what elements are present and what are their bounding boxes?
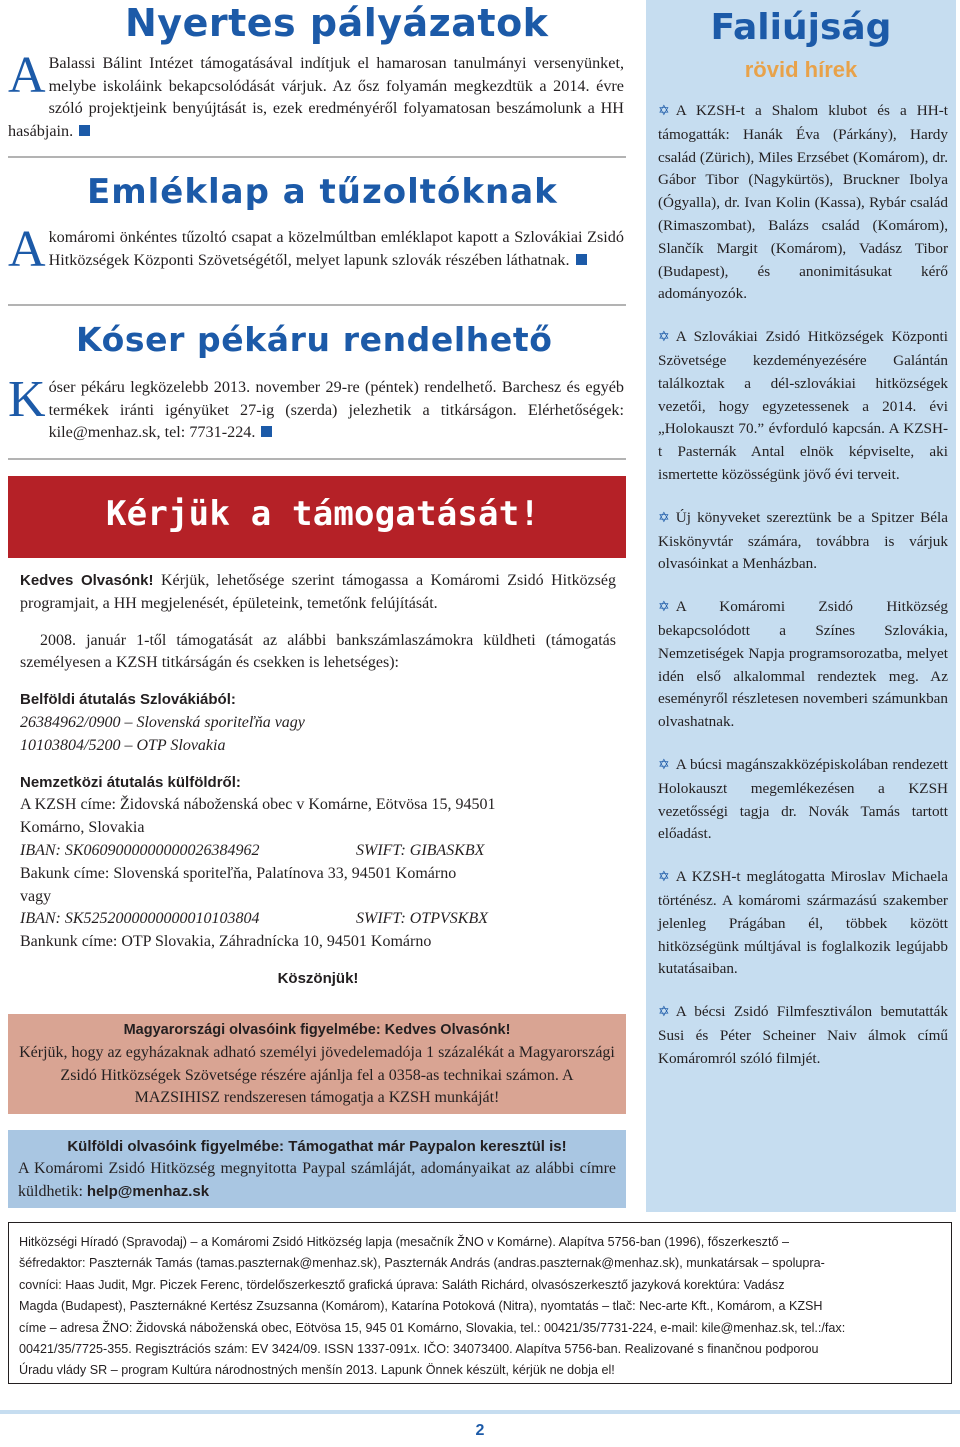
- foreign-box-heading: Külföldi olvasóink figyelmébe: Támogathat már Paypalon keresztül is!: [67, 1138, 567, 1155]
- article-body-winning-grants: [8, 47, 624, 142]
- paypal-email[interactable]: help@menhaz.sk: [86, 1182, 210, 1200]
- news-item: [658, 754, 948, 846]
- colophon-line: šéfredaktor: Paszternák Tamás (tamas.paszternak@menhaz.sk), Paszternák András (andras.paszternak@menhaz.sk), munkatársak – spolupra-: [19, 1256, 825, 1271]
- news-item-text: A Szlovákiai Zsidó Hitközségek Központi Szövetsége kezdeményezésére Galántán találkoztak a dél-szlovákiai hitközségek vezetői, hogy egyzetessenek a 2014. évi „Holokauszt 70.” évforduló kapcsán. A KZSH-t Pasternák Antal elnök képviselte, aki ismertette közösségünk jövő évi terveit.: [658, 328, 948, 483]
- news-item-text: A KZSH-t meglátogatta Miroslav Michaela történész. A komáromi származású szakember jelenleg Prágában él, többek között hitközségünk múltjával is foglalkozik legújabb kutatásaiban.: [658, 868, 948, 978]
- end-mark-icon: [576, 254, 587, 265]
- or-text: vagy: [20, 887, 52, 905]
- colophon-line: covníci: Haas Judit, Mgr. Piczek Ferenc, tördelőszerkesztő grafická úprava: Saláth Richárd, olvasószerkesztő jazyková korektúra: Vadász: [19, 1277, 785, 1292]
- support-intro: Kérjük, lehetősége szerint támogassa a Komáromi Zsidó Hitközség programjait, a HH megjelenését, épületeink, temetőnk felújítását.: [20, 572, 616, 612]
- foreign-box-body: [18, 1158, 616, 1203]
- support-greeting: Kedves Olvasónk!: [20, 572, 154, 589]
- iban-2: IBAN: SK5252000000000010103804: [20, 910, 260, 928]
- hungary-readers-box: [8, 1014, 626, 1114]
- news-item-text: A bécsi Zsidó Filmfesztiválon bemutatták Susi és Péter Scheiner Naiv álmok című Komáromról szóló filmjét.: [658, 1003, 948, 1067]
- intl-heading: Nemzetközi átutalás külföldről:: [20, 773, 241, 791]
- news-item: [658, 1001, 948, 1070]
- news-item-text: A Komáromi Zsidó Hitközség bekapcsolódott a Színes Szlovákia, Nemzetiségek Napja programsorozatba, melyet idén első alkalommal rendeztek meg. Az eseményről részletesen novemberi számunkban olvashatnak.: [658, 598, 948, 731]
- news-item: [658, 100, 948, 306]
- star-of-david-icon: ✡: [658, 330, 670, 346]
- support-body: [20, 570, 616, 991]
- news-item: [658, 596, 948, 734]
- domestic-account-2: 10103804/5200 – OTP Slovakia: [20, 736, 226, 754]
- hungary-box-text: Kérjük, hogy az egyházaknak adható személyi jövedelemadója 1 százalékát a Magyarországi Zsidó Hitközségek Szövetsége részére ajánlja fel a 0358-as technikai számon. A MAZSIHISZ rendszeresen támogatja a KZSH munkáját!: [19, 1044, 615, 1106]
- iban-1: IBAN: SK0609000000000026384962: [20, 841, 260, 859]
- end-mark-icon: [261, 426, 272, 437]
- colophon-line: 00421/35/7725-355. Regisztrációs szám: EV 3424/09. ISSN 1337-091x. IČO: 34073400. Alapítva 5756-ban. Realizované s finančnou podporou: [19, 1342, 819, 1357]
- foreign-box-text: A Komáromi Zsidó Hitközség megnyitotta Paypal számláját, adományaikat az alábbi címre küldhetik:: [18, 1160, 616, 1200]
- iban-row-1: [20, 840, 616, 863]
- star-of-david-icon: ✡: [658, 104, 670, 119]
- sidebar-subtitle: rövid hírek: [744, 57, 858, 82]
- intl-address-2: Komárno, Slovakia: [20, 819, 145, 837]
- swift-1: SWIFT: GIBASKBX: [356, 841, 485, 859]
- swift-2: SWIFT: OTPVSKBX: [356, 910, 488, 928]
- thanks: Köszönjük!: [277, 969, 359, 987]
- star-of-david-icon: ✡: [658, 757, 670, 773]
- colophon-line: címe – adresa ŽNO: Židovská náboženská obec, Eötvösa 15, 945 01 Komárno, Slovakia, tel.: 00421/35/7731-224, e-mail: kile@menhaz.sk, tel.:/fax:: [19, 1320, 846, 1335]
- star-of-david-icon: ✡: [658, 870, 670, 886]
- news-item-text: A KZSH-t a Shalom klubot és a HH-t támogatták: Hanák Éva (Párkány), Hardy család (Zürich), Miles Erzsébet (Komárom), dr. Gábor Tibor (Nagykürtös), Bruckner Ibolya (Ógyalla), dr. Ivan Kolin (Kassa), Rybár család (Rimaszombat), Balázs család (Komárom), Slančík Margit (Komárom), Vadász Tibor (Budapest), és anonimitásukat kérő adományozók.: [658, 102, 948, 303]
- domestic-account-1: 26384962/0900 – Slovenská sporiteľňa vagy: [20, 713, 305, 731]
- domestic-heading: Belföldi átutalás Szlovákiából:: [20, 691, 236, 709]
- divider: [8, 304, 626, 306]
- support-banner-title: Kérjük a támogatását!: [106, 494, 541, 534]
- footer-rule: [0, 1410, 960, 1414]
- news-item: [658, 507, 948, 576]
- article-text: óser pékáru legközelebb 2013. november 29-re (péntek) rendelhető. Barchesz és egyéb termékek iránti igényüket 27-ig (szerda) jelezhetik a titkárságon. Elérhetőségek: kile@menhaz.sk, tel: 7731-224.: [48, 378, 624, 441]
- news-item: [658, 866, 948, 981]
- intl-address-1: A KZSH címe: Židovská náboženská obec v Komárne, Eötvösa 15, 94501: [20, 796, 496, 814]
- bank-1-address: Bakunk címe: Slovenská sporiteľňa, Palatínova 33, 94501 Komárno: [20, 864, 457, 882]
- colophon-line: Úradu vlády SR – program Kultúra národnostných menšín 2013. Lapunk Önnek készült, kérjük ne dobja el!: [19, 1363, 615, 1378]
- iban-row-2: [20, 908, 616, 931]
- sidebar-faliujsag: [646, 0, 956, 1212]
- colophon-line: Magda (Budapest), Paszternákné Kertész Zsuzsanna (Komárom), Katarína Potoková (Nitra), nyomtatás – tlač: Nec-arte Kft., Komárom, a KZSH: [19, 1299, 823, 1314]
- star-of-david-icon: ✡: [658, 600, 670, 616]
- foreign-readers-box: [8, 1130, 626, 1208]
- star-of-david-icon: ✡: [658, 1005, 670, 1021]
- article-title-winning-grants: Nyertes pályázatok: [125, 1, 549, 45]
- article-title-kosher-bakery: Kóser pékáru rendelhető: [76, 320, 553, 359]
- article-body-kosher-bakery: [8, 371, 624, 444]
- dropcap: A: [8, 221, 46, 278]
- news-item-text: A búcsi magánszakközépiskolában rendezett Holokauszt megemlékezésen a KZSH vezetősségi tagja dr. Novák Tamás tartott előadást.: [658, 755, 948, 843]
- divider: [8, 156, 626, 158]
- news-item: [658, 326, 948, 487]
- support-banner: [8, 476, 626, 558]
- colophon-line: Hitközségi Híradó (Spravodaj) – a Komáromi Zsidó Hitközség lapja (mesačník ŽNO v Komárne). Alapítva 5756-ban (1996), főszerkesztő –: [19, 1235, 789, 1249]
- colophon: [8, 1222, 952, 1384]
- news-item-text: Új könyveket szereztünk be a Spitzer Béla Kiskönyvtár számára, továbbra is várjuk olvasóinkat a Menházban.: [658, 508, 948, 573]
- article-body-fire-brigade: [8, 221, 624, 278]
- end-mark-icon: [79, 125, 90, 136]
- bank-2-address: Bankunk címe: OTP Slovakia, Záhradnícka 10, 94501 Komárno: [20, 933, 432, 951]
- support-p2: 2008. január 1-től támogatását az alábbi bankszámlaszámokra küldheti (támogatás személyesen a KZSH titkárságán és csekken is lehetséges):: [20, 631, 616, 672]
- dropcap: A: [8, 47, 46, 104]
- page-number: 2: [475, 1422, 485, 1439]
- hungary-box-heading: Magyarországi olvasóink figyelmébe: Kedves Olvasónk!: [123, 1022, 511, 1038]
- dropcap: K: [8, 371, 46, 428]
- article-text: komáromi önkéntes tűzoltó csapat a közelmúltban emléklapot kapott a Szlovákiai Zsidó Hitközségek Központi Szövetségétől, melyet lapunk szlovák részében láthatnak.: [48, 228, 624, 269]
- news-list: [658, 100, 948, 1090]
- star-of-david-icon: ✡: [658, 510, 670, 526]
- divider: [8, 458, 626, 460]
- article-title-fire-brigade: Emléklap a tűzoltóknak: [87, 172, 558, 212]
- article-text: Balassi Bálint Intézet támogatásával indítjuk el hamarosan tanulmányi versenyünket, melybe iskoláink bekapcsolódását várjuk. Az ősz folyamán megkezdtük a 2014. évre szóló projektjeink benyújtását is, ezek eredményéről folyamatosan beszámolunk a HH hasábjain.: [8, 54, 624, 140]
- sidebar-title: Faliújság: [710, 7, 892, 48]
